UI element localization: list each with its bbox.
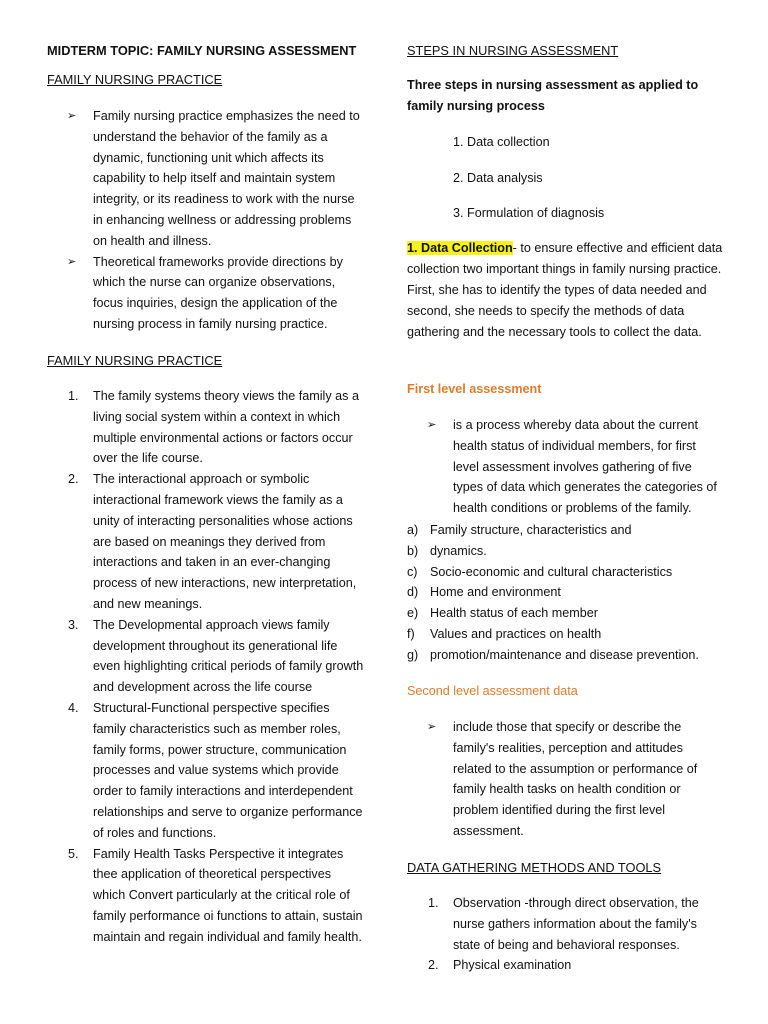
list-item: ➢ is a process whereby data about the current health status of individual members, for first level assessment involves gathering of five types of data which generates the categories of health conditions or problems of the family. xyxy=(453,415,719,519)
list-item: 3. The Developmental approach views family development throughout its generational life even highlighting critical periods of family growth and development across the life course xyxy=(68,617,364,695)
second-level-heading: Second level assessment data xyxy=(407,684,578,698)
list-item: 2. Physical examination xyxy=(428,958,572,973)
left-numbered-list xyxy=(68,386,365,948)
step-item: 3. Formulation of diagnosis xyxy=(453,206,605,220)
list-item: 5. Family Health Tasks Perspective it integrates thee application of theoretical perspectives which Convert particularly at the critical role of family performance oi functions to attain, sustain maintain and regain individual and family health. xyxy=(68,846,363,944)
data-collection-highlight: 1. Data Collection xyxy=(407,241,513,255)
alpha-list xyxy=(407,520,727,666)
steps-intro: Three steps in nursing assessment as applied to family nursing process xyxy=(407,78,699,113)
methods-heading: DATA GATHERING METHODS AND TOOLS xyxy=(407,860,662,875)
list-item: ➢ include those that specify or describe the family's realities, perception and attitudes related to the assumption or performance of family health tasks on health condition or problem identified during the first level assessment. xyxy=(453,717,719,842)
first-level-bullet-list xyxy=(427,415,719,519)
list-item: ➢ Family nursing practice emphasizes the need to understand the behavior of the family as a dynamic, functioning unit which affects its capability to help itself and maintain system integrity, or its readiness to work with the nurse in enhancing wellness or addressing problems on health and illness. xyxy=(93,106,361,252)
step-item: 1. Data collection xyxy=(453,135,550,149)
list-item: ➢ Theoretical frameworks provide directions by which the nurse can organize observations, focus inquiries, design the application of the nursing process in family nursing practice. xyxy=(93,252,361,335)
list-item: 1. The family systems theory views the family as a living social system within a context in which multiple environmental actions or factors occur over the life course. xyxy=(68,389,359,466)
left-heading-1: FAMILY NURSING PRACTICE xyxy=(47,72,223,87)
second-level-bullet-list xyxy=(427,717,719,842)
left-bullet-list xyxy=(67,106,361,335)
list-item: e) Health status of each member xyxy=(407,606,598,621)
list-item: 2. The interactional approach or symbolic interactional framework views the family as a unity of interacting personalities whose actions are based on meanings they derived from interactions and taken in an ever-changing process of new interactions, new interpretation, and new meanings. xyxy=(68,472,357,611)
step-item: 2. Data analysis xyxy=(453,171,543,185)
arrow-bullet-icon: ➢ xyxy=(427,721,437,733)
list-item: g) promotion/maintenance and disease prevention. xyxy=(407,647,699,662)
list-item: 1. Observation -through direct observation, the nurse gathers information about the family's state of being and behavioral responses. xyxy=(428,896,699,952)
data-collection-paragraph: 1. Data Collection- to ensure effective and efficient data collection two important things in family nursing practice. First, she has to identify the types of data needed and second, she needs to specify the methods of data gathering and the necessary tools to collect the data. xyxy=(407,241,723,339)
left-heading-2: FAMILY NURSING PRACTICE xyxy=(47,353,223,368)
list-item: 4. Structural-Functional perspective specifies family characteristics such as member roles, family forms, power structure, communication processes and value systems which provide order to family interactions and interdependent relationships and serve to organize performance of roles and functions. xyxy=(68,700,363,840)
arrow-bullet-icon: ➢ xyxy=(427,419,437,431)
methods-list xyxy=(428,893,725,976)
arrow-bullet-icon: ➢ xyxy=(67,110,77,122)
arrow-bullet-icon: ➢ xyxy=(67,255,77,268)
list-item: a) Family structure, characteristics and xyxy=(407,523,632,537)
list-item: b) dynamics. xyxy=(407,543,487,558)
list-item: d) Home and environment xyxy=(407,585,561,600)
list-item: f) Values and practices on health xyxy=(407,626,602,641)
right-heading: STEPS IN NURSING ASSESSMENT xyxy=(407,43,619,58)
list-item: c) Socio-economic and cultural characteristics xyxy=(407,564,673,579)
first-level-heading: First level assessment xyxy=(407,382,542,396)
page-title: MIDTERM TOPIC: FAMILY NURSING ASSESSMENT xyxy=(47,43,357,58)
